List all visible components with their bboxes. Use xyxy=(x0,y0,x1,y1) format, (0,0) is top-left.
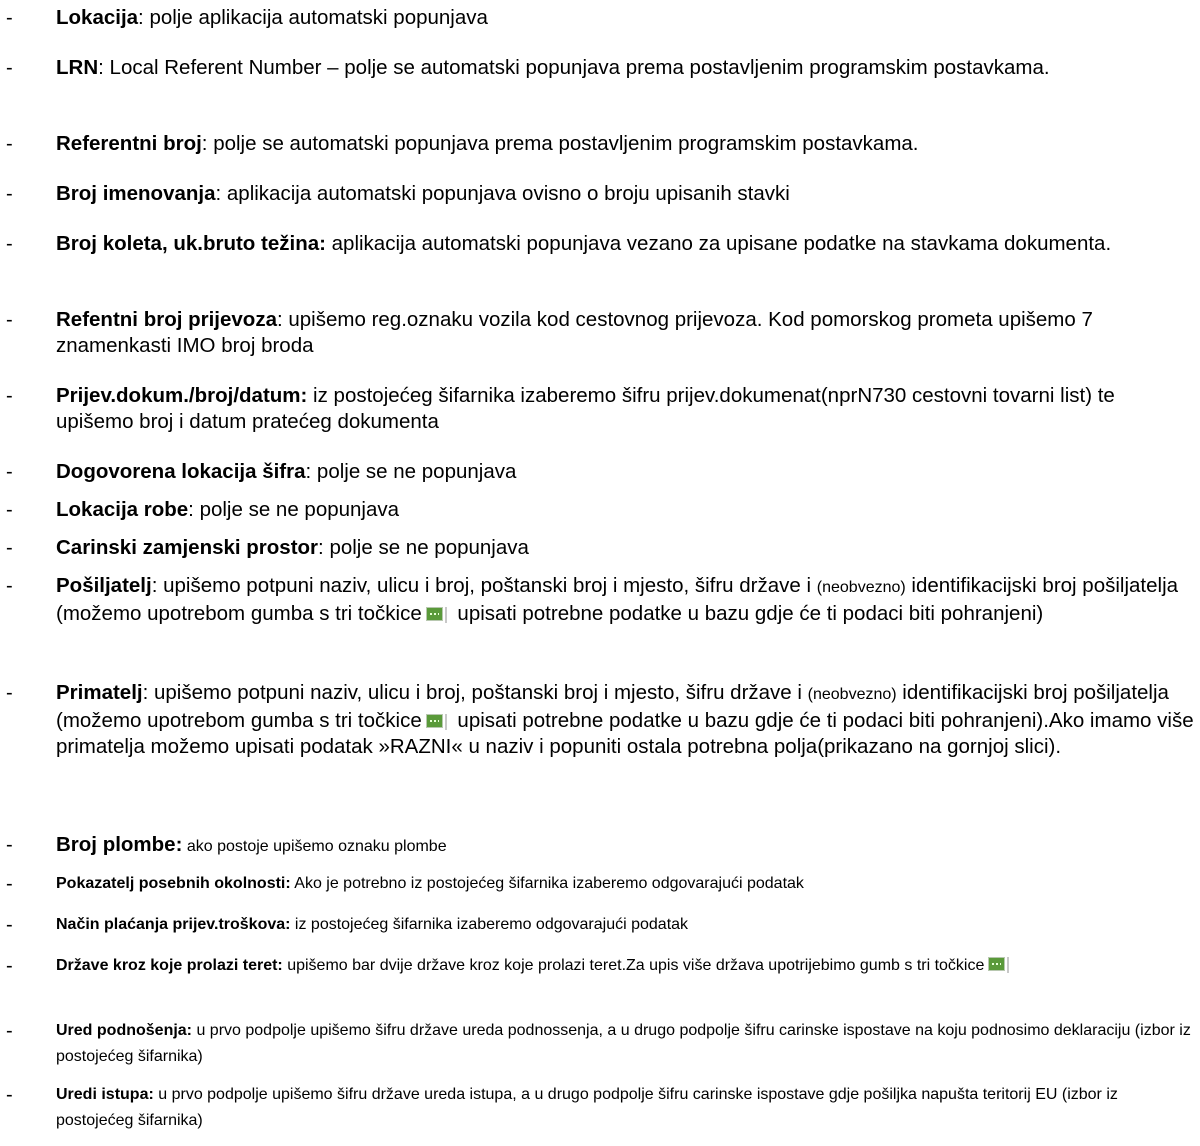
optional-note: (neobvezno) xyxy=(807,686,897,703)
description: polje se ne popunjava xyxy=(311,460,517,483)
term-broj-koleta: Broj koleta, uk.bruto težina: xyxy=(56,232,326,255)
description: polje se ne popunjava xyxy=(323,536,529,559)
description: Ako je potrebno iz postojećeg šifarnika izaberemo odgovarajući podatak xyxy=(290,875,804,892)
bullet-dash: - xyxy=(6,873,13,895)
term-referentni-broj: Referentni broj xyxy=(56,132,202,155)
bullet-dash: - xyxy=(6,57,13,79)
bullet-dash: - xyxy=(6,955,13,977)
bullet-dash: - xyxy=(6,914,13,936)
optional-note: (neobvezno) xyxy=(816,579,906,596)
term-lokacija: Lokacija xyxy=(56,6,139,29)
three-dots-button-icon xyxy=(426,607,443,621)
description: u prvo podpolje upišemo šifru države ureda podnossenja, a u drugo podpolje šifru carinske ispostave na koju podnosimo deklaraciju (izbor iz postojećeg šifarnika) xyxy=(56,1022,1191,1065)
bullet-dash: - xyxy=(6,233,13,255)
term-posiljatelj: Pošiljatelj xyxy=(56,574,152,597)
description: iz postojećeg šifarnika izaberemo šifru prijev.dokumenat(nprN730 cestovni tovarni list) te upišemo broj i datum pratećeg dokumenta xyxy=(56,384,1115,433)
description: iz postojećeg šifarnika izaberemo odgovarajući podatak xyxy=(290,916,689,933)
term-drzave: Države kroz koje prolazi teret: xyxy=(56,957,283,974)
description: polje aplikacija automatski popunjava xyxy=(143,6,488,29)
bullet-dash: - xyxy=(6,1084,13,1106)
bullet-dash: - xyxy=(6,7,13,29)
three-dots-button-icon xyxy=(988,957,1005,971)
description: polje se ne popunjava xyxy=(193,498,400,521)
bullet-dash: - xyxy=(6,133,13,155)
document-page: - Lokacija: polje aplikacija automatski popunjava - LRN: Local Referent Number – polje se automatski popunjava prema postavljenim programskim postavkama. - Referentni broj: polje se automatski popunjava prema postavljenim programskim postavkama. - Broj imenovanja: aplikacija automatski popunjava ovisno o broju upisanih stavki - Broj koleta, uk.bruto težina: aplikacija automatski popunjava vezano za upisane podatke na stavkama dokumenta. - Refentni broj prijevoza: upišemo reg.oznaku vozila kod cestovnog prijevoza. Kod pomorskog prometa upišemo 7 znamenkasti IMO broj broda - Prijev.dokum./broj/datum: iz postojećeg šifarnika izaberemo šifru prijev.dokumenat(nprN730 cestovni tovarni list) te upišemo broj i datum pratećeg dokumenta - Dogovorena lokacija šifra: polje se ne popunjava - Lokacija robe: polje se ne popunjava - Carinski zamjenski prostor: polje se ne popunjava - Pošiljatelj: upišemo potpuni naziv, ulicu i broj, poštanski broj i mjesto, šifru države i (neobvezno) identifikacijski broj pošiljatelja (možemo upotrebom gumba s tri točkice upisati potrebne podatke u bazu gdje će ti podaci biti pohranjeni) - Primatelj: upišemo potpuni naziv, ulicu i broj, poštanski broj i mjesto, šifru države i (neobvezno) identifikacijski broj pošiljatelja (možemo upotrebom gumba s tri točkice upisati potrebne podatke u bazu gdje će ti podaci biti pohranjeni).Ako imamo više primatelja možemo upisati podatak »RAZNI« u naziv i popuniti ostala potrebna polja(prikazano na gornjoj slici). - Broj plombe: ako postoje upišemo oznaku plombe - Pokazatelj posebnih okolnosti: Ako je potrebno iz postojećeg šifarnika izaberemo odgovarajući podatak - Način plaćanja prijev.troškova: iz postojećeg šifarnika izaberemo odgovarajući podatak - Države kroz koje prolazi teret: upišemo bar dvije države kroz koje prolazi teret.Za upis više država upotrijebimo gumb s tri točkice - Ured podnošenja: u prvo podpolje upišemo šifru države ureda podnossenja, a u drugo podpolje šifru carinske ispostave na koju podnosimo deklaraciju (izbor iz postojećeg šifarnika) - Uredi istupa: u prvo podpolje upišemo šifru države ureda istupa, a u drugo podpolje šifru carinske ispostave gdje pošiljka napušta teritorij EU (izbor iz postojećeg šifarnika) xyxy=(6,6,1194,1129)
bullet-dash: - xyxy=(6,575,13,597)
bullet-dash: - xyxy=(6,183,13,205)
term-dogovorena-lokacija: Dogovorena lokacija šifra xyxy=(56,460,306,483)
three-dots-button-icon xyxy=(426,714,443,728)
term-broj-imenovanja: Broj imenovanja xyxy=(56,182,216,205)
term-primatelj: Primatelj xyxy=(56,681,143,704)
description: upišemo bar dvije države kroz koje prolazi teret.Za upis više država upotrijebimo gumb s tri točkice xyxy=(282,957,985,974)
description: Local Referent Number – polje se automatski popunjava prema postavljenim programskim postavkama. xyxy=(103,56,1050,79)
bullet-dash: - xyxy=(6,537,13,559)
description: aplikacija automatski popunjava ovisno o broju upisanih stavki xyxy=(221,182,790,205)
term-lokacija-robe: Lokacija robe xyxy=(56,498,189,521)
bullet-dash: - xyxy=(6,309,13,331)
term-lrn: LRN xyxy=(56,56,99,79)
bullet-dash: - xyxy=(6,461,13,483)
description: u prvo podpolje upišemo šifru države ureda istupa, a u drugo podpolje šifru carinske ispostave gdje pošiljka napušta teritorij EU (izbor iz postojećeg šifarnika) xyxy=(56,1086,1118,1129)
description: upišemo reg.oznaku vozila kod cestovnog prijevoza. Kod pomorskog prometa upišemo 7 znamenkasti IMO broj broda xyxy=(56,308,1093,357)
term-carinski-zamjenski-prostor: Carinski zamjenski prostor xyxy=(56,536,319,559)
bullet-dash: - xyxy=(6,834,13,856)
description: polje se automatski popunjava prema postavljenim programskim postavkama. xyxy=(207,132,919,155)
term-prijev-dokum: Prijev.dokum./broj/datum: xyxy=(56,384,308,407)
description: ako postoje upišemo oznaku plombe xyxy=(182,838,447,855)
term-broj-plombe: Broj plombe: xyxy=(56,833,183,856)
term-refentni-broj-prijevoza: Refentni broj prijevoza xyxy=(56,308,277,331)
bullet-dash: - xyxy=(6,1020,13,1042)
term-nacin-placanja: Način plaćanja prijev.troškova: xyxy=(56,916,291,933)
bullet-dash: - xyxy=(6,385,13,407)
description: aplikacija automatski popunjava vezano za upisane podatke na stavkama dokumenta. xyxy=(325,232,1112,255)
bullet-dash: - xyxy=(6,499,13,521)
term-uredi-istupa: Uredi istupa: xyxy=(56,1086,154,1103)
term-ured-podnosenja: Ured podnošenja: xyxy=(56,1022,193,1039)
term-pokazatelj-posebnih-okolnosti: Pokazatelj posebnih okolnosti: xyxy=(56,875,291,892)
bullet-dash: - xyxy=(6,682,13,704)
